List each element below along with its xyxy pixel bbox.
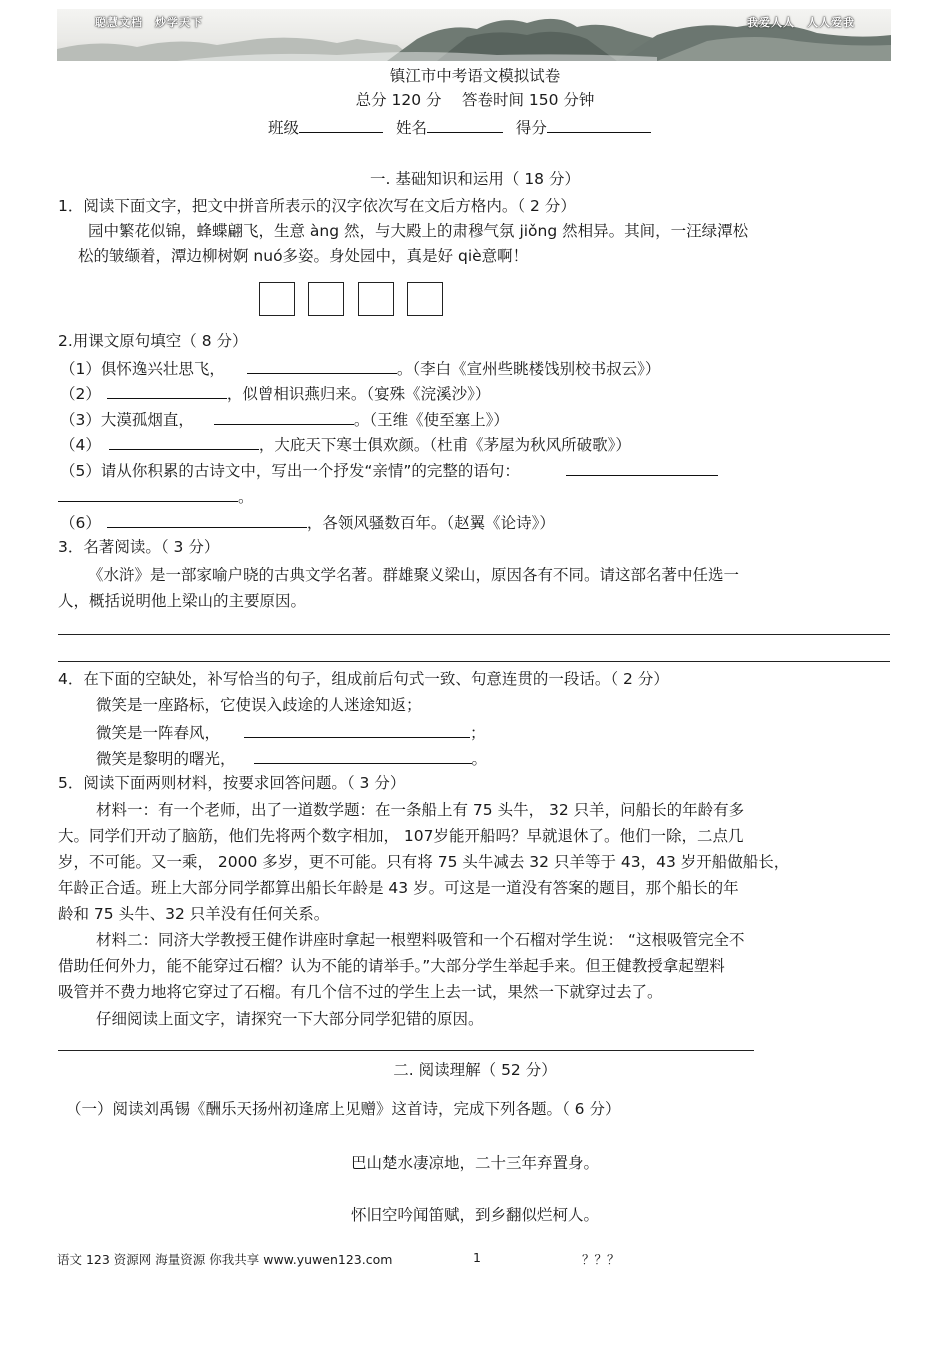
q2-item-1-start: （1）俱怀逸兴壮思飞， [60, 360, 225, 378]
q2-item-5-blank-b[interactable] [58, 485, 238, 502]
q4-line-1: 微笑是一座路标，它使误入歧途的人迷途知返； [96, 696, 422, 714]
name-blank[interactable] [427, 116, 503, 133]
q2-item-4-start: （4） [60, 436, 101, 454]
q4-line-2 [96, 721, 486, 743]
q2-item-6 [60, 511, 555, 533]
q2-item-2 [60, 382, 490, 404]
q2-item-6-blank[interactable] [107, 511, 307, 528]
q2-item-2-end: ，似曾相识燕归来。（宴殊《浣溪沙》） [226, 385, 491, 403]
answer-box-2[interactable] [308, 282, 344, 316]
q2-item-5-end: 。 [238, 488, 254, 506]
q3-answer-line-2[interactable] [58, 661, 890, 662]
q5-material2-line1: 材料二：同济大学教授王健作讲座时拿起一根塑料吸管和一个石榴对学生说： “这根吸管完全不 [96, 931, 745, 949]
q5-material1-line3: 岁，不可能。又一乘， 2000 多岁，更不可能。只有将 75 头牛减去 32 只羊等于 43，43 岁开船做船长， [58, 853, 790, 871]
q4-line-2-blank[interactable] [244, 721, 470, 738]
q5-task: 仔细阅读上面文字，请探究一下大部分同学犯错的原因。 [96, 1010, 484, 1028]
q3-text-line2: 人，概括说明他上梁山的主要原因。 [58, 592, 307, 610]
q5-answer-line[interactable] [58, 1050, 754, 1051]
q3-text-line1: 《水浒》是一部家喻户晓的古典文学名著。群雄聚义梁山，原因各有不同。请这部名著中任选一 [88, 566, 740, 584]
q5-material2-line3: 吸管并不费力地将它穿过了石榴。有几个信不过的学生上去一试，果然一下就穿过去了。 [58, 983, 663, 1001]
q5-material2-line2: 借助任何外力，能不能穿过石榴？认为不能的请举手。”大部分学生举起手来。但王健教授拿起塑料 [58, 957, 725, 975]
q5-material1-line2: 大。同学们开动了脑筋，他们先将两个数字相加， 107岁能开船吗？早就退休了。他们一除，二点几 [58, 827, 744, 845]
class-blank[interactable] [299, 116, 383, 133]
q2-heading: 2.用课文原句填空（ 8 分） [58, 332, 248, 350]
q5-heading: 5．阅读下面两则材料，按要求回答问题。（ 3 分） [58, 774, 406, 792]
q2-item-2-start: （2） [60, 385, 101, 403]
answer-box-3[interactable] [358, 282, 394, 316]
q2-item-6-end: ，各领风骚数百年。（赵翼《论诗》） [306, 514, 555, 532]
page-title: 镇江市中考语文模拟试卷 [389, 67, 561, 85]
q2-item-6-start: （6） [60, 514, 101, 532]
poem-line-1: 巴山楚水凄凉地，二十三年弃置身。 [350, 1154, 599, 1172]
score-blank[interactable] [547, 116, 651, 133]
q2-item-5-cont [58, 485, 254, 507]
section1-heading: 一. 基础知识和运用（ 18 分） [370, 170, 580, 188]
exam-subtitle: 总分 120 分 答卷时间 150 分钟 [355, 91, 595, 109]
q2-item-1-end: 。（李白《宣州些眺楼饯别校书叔云》） [396, 360, 661, 378]
q4-line-3-blank[interactable] [254, 747, 472, 764]
q2-item-5-blank-a[interactable] [566, 459, 718, 476]
q2-item-1-blank[interactable] [247, 357, 397, 374]
q5-material1-line4: 年龄正合适。班上大部分同学都算出船长年龄是 43 岁。可这是一道没有答案的题目，那个船长的年 [58, 879, 739, 897]
q3-heading: 3．名著阅读。（ 3 分） [58, 538, 220, 556]
q4-line-3-end: 。 [471, 750, 488, 768]
banner-right-text: 我爱人人 人人爱我 [747, 16, 855, 29]
q5-material1-line1: 材料一：有一个老师，出了一道数学题：在一条船上有 75 头牛， 32 只羊，问船长的年龄有多 [96, 801, 745, 819]
class-label: 班级 [268, 119, 300, 137]
q3-answer-line-1[interactable] [58, 634, 890, 635]
q2-item-4-end: ，大庇天下寒士俱欢颜。（杜甫《茅屋为秋风所破歌》） [258, 436, 631, 454]
q2-item-1 [60, 357, 660, 379]
student-info-row [268, 116, 651, 138]
q1-prompt: 1．阅读下面文字，把文中拼音所表示的汉字依次写在文后方格内。（ 2 分） [58, 197, 576, 215]
score-label: 得分 [515, 119, 547, 137]
q4-heading: 4．在下面的空缺处，补写恰当的句子，组成前后句式一致、句意连贯的一段话。（ 2 分） [58, 670, 669, 688]
answer-box-4[interactable] [407, 282, 443, 316]
section2-heading: 二. 阅读理解（ 52 分） [393, 1061, 557, 1079]
q2-item-2-blank[interactable] [107, 382, 227, 399]
q4-line-2-start: 微笑是一阵春风， [96, 724, 221, 742]
q2-item-4-blank[interactable] [109, 433, 259, 450]
q2-item-3 [60, 408, 509, 430]
q1-text-line2: 松的皱缬着，潭边柳树婀 nuó多姿。身处园中，真是好 qiè意啊！ [78, 247, 529, 265]
q4-line-2-end: ； [470, 724, 486, 742]
q1-text-line1: 园中繁花似锦，蜂蝶翩飞，生意 àng 然，与大殿上的肃穆气氛 jiǒng 然相异。其间，一汪绿潭松 [88, 222, 749, 240]
footer-site: 语文 123 资源网 海量资源 你我共享 www.yuwen123.com [57, 1252, 393, 1267]
name-label: 姓名 [395, 119, 427, 137]
banner-left-text: 聪慧文档 炒学天下 [95, 16, 203, 29]
q4-line-3 [96, 747, 487, 769]
q4-line-3-start: 微笑是黎明的曙光， [96, 750, 236, 768]
q5-material1-line5: 龄和 75 头牛、32 只羊没有任何关系。 [58, 905, 330, 923]
q2-item-4 [60, 433, 631, 455]
part1-prompt: （一）阅读刘禹锡《酬乐天扬州初逢席上见赠》这首诗，完成下列各题。（ 6 分） [66, 1100, 621, 1118]
header-banner [57, 9, 891, 61]
q2-item-3-start: （3）大漠孤烟直， [60, 411, 194, 429]
footer-marks: ？？？ [582, 1252, 620, 1267]
q2-item-3-blank[interactable] [214, 408, 354, 425]
q2-item-5 [60, 459, 718, 481]
q2-item-5-start: （5）请从你积累的古诗文中，写出一个抒发“亲情”的完整的语句： [60, 462, 520, 480]
answer-box-1[interactable] [259, 282, 295, 316]
q2-item-3-end: 。（王维《使至塞上》） [353, 411, 509, 429]
footer-page-number: 1 [473, 1250, 481, 1265]
poem-line-2: 怀旧空吟闻笛赋，到乡翻似烂柯人。 [350, 1206, 599, 1224]
